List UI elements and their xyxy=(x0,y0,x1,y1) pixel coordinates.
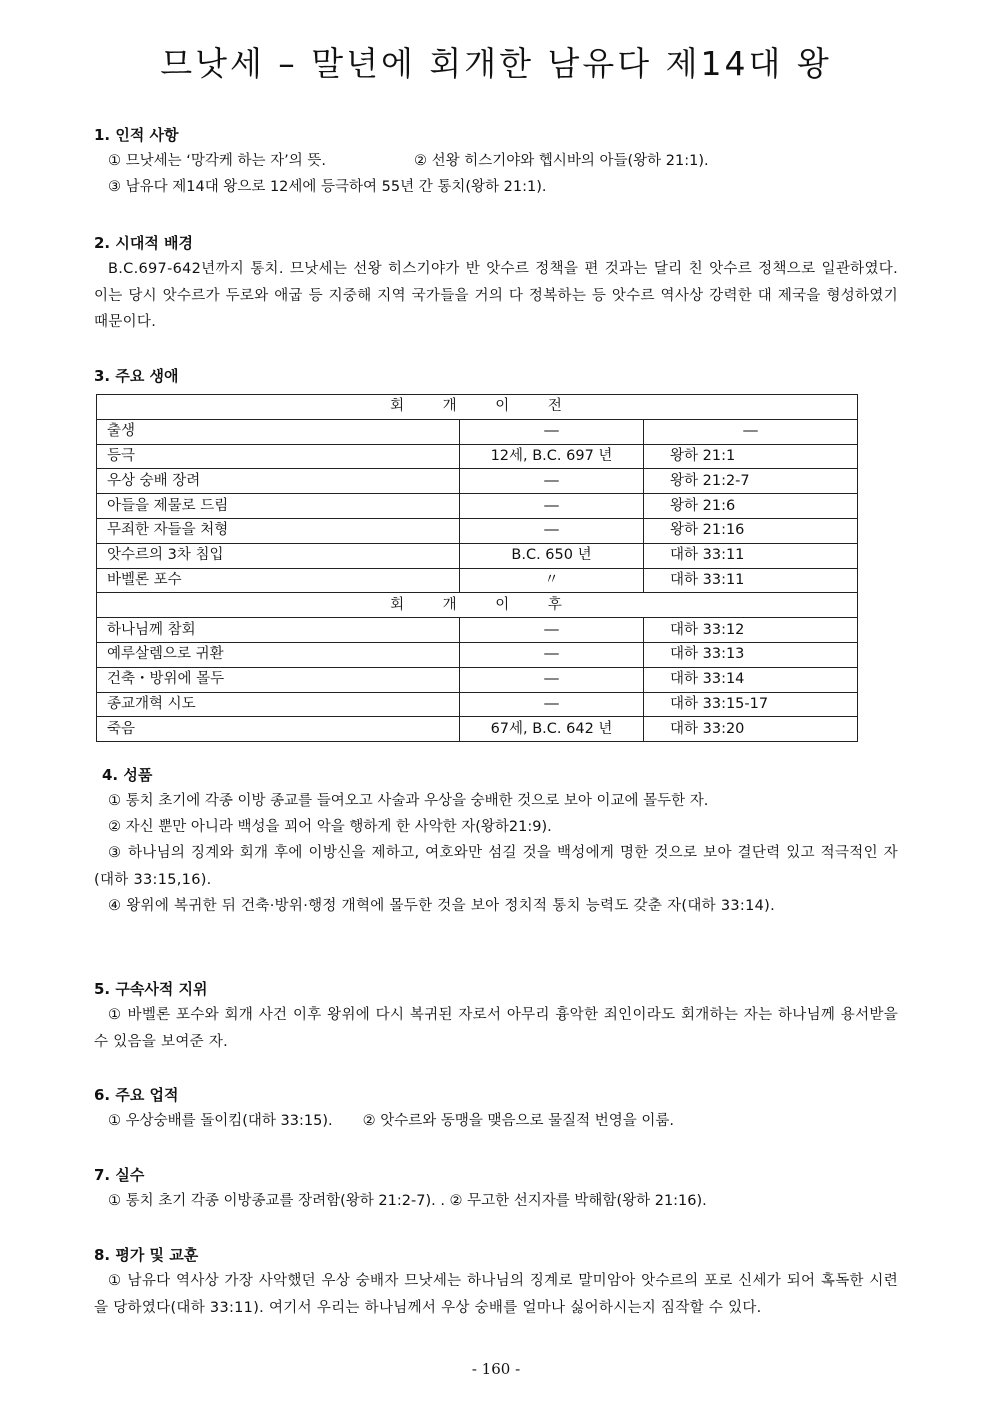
table-row xyxy=(97,667,858,692)
section-life xyxy=(94,363,898,389)
item-reign: ③ 남유다 제14대 왕으로 12세에 등극하여 55년 간 통치(왕하 21:1). xyxy=(108,179,547,195)
cell-time: 67세, B.C. 642 년 xyxy=(460,717,644,742)
table-row xyxy=(97,642,858,667)
cell-event: 앗수르의 3차 침입 xyxy=(97,543,460,568)
list-item: ④ 왕위에 복귀한 뒤 건축·방위·행정 개혁에 몰두한 것을 보아 정치적 통치 능력도 갖춘 자(대하 33:14). xyxy=(108,898,776,914)
paragraph: B.C.697-642년까지 통치. 므낫세는 선왕 히스기야가 반 앗수르 정책을 편 것과는 달리 친 앗수르 정책으로 일관하였다. 이는 당시 앗수르가 두로와 애굽 등 지중해 지역 국가들을 거의 다 정복하는 등 앗수르 역사상 강력한 대 제국을 형성하였기 때문이다. xyxy=(94,261,898,330)
group-label-before: 회 개 이 전 xyxy=(97,395,858,420)
list-item: ① 통치 초기에 각종 이방 종교를 들여오고 사술과 우상을 숭배한 것으로 보아 이교에 몰두한 자. xyxy=(108,793,709,809)
cell-ref: 왕하 21:6 xyxy=(644,494,858,519)
cell-ref: 대하 33:15-17 xyxy=(644,692,858,717)
cell-time: ― xyxy=(460,618,644,643)
cell-ref: 대하 33:20 xyxy=(644,717,858,742)
table-row xyxy=(97,419,858,444)
cell-event: 하나님께 참회 xyxy=(97,618,460,643)
cell-time: 12세, B.C. 697 년 xyxy=(460,444,644,469)
cell-event: 바벨론 포수 xyxy=(97,568,460,593)
cell-time: ― xyxy=(460,494,644,519)
table-row xyxy=(97,494,858,519)
cell-event: 아들을 제물로 드림 xyxy=(97,494,460,519)
list-item: ② 자신 뿐만 아니라 백성을 꾀어 악을 행하게 한 사악한 자(왕하21:9). xyxy=(108,819,552,835)
page-number: - 160 - xyxy=(471,1360,521,1378)
table-row xyxy=(97,543,858,568)
cell-ref: 대하 33:12 xyxy=(644,618,858,643)
page-title: 므낫세 – 말년에 회개한 남유다 제14대 왕 xyxy=(160,44,832,83)
list-item xyxy=(94,1108,898,1134)
cell-event: 예루살렘으로 귀환 xyxy=(97,642,460,667)
section-redemptive-role xyxy=(94,976,898,1055)
cell-time: ― xyxy=(460,692,644,717)
cell-event: 출생 xyxy=(97,419,460,444)
table-group-row xyxy=(97,395,858,420)
cell-event: 무죄한 자들을 처형 xyxy=(97,518,460,543)
cell-time: B.C. 650 년 xyxy=(460,543,644,568)
list-item xyxy=(94,148,898,174)
section-achievements xyxy=(94,1082,898,1134)
table-row xyxy=(97,568,858,593)
table-group-row xyxy=(97,593,858,618)
achievement-1: ① 우상숭배를 돌이킴(대하 33:15). xyxy=(108,1113,333,1129)
cell-ref: 대하 33:11 xyxy=(644,568,858,593)
section-mistakes xyxy=(94,1162,898,1214)
life-table xyxy=(96,394,858,742)
section-background xyxy=(94,230,898,336)
section-evaluation xyxy=(94,1242,898,1321)
mistake-1: ① 통치 초기 각종 이방종교를 장려함(왕하 21:2-7). xyxy=(108,1193,436,1209)
section-heading: 1. 인적 사항 xyxy=(94,126,179,144)
table-row xyxy=(97,518,858,543)
item-meaning: ① 므낫세는 ‘망각케 하는 자’의 뜻. xyxy=(108,153,326,169)
cell-event: 종교개혁 시도 xyxy=(97,692,460,717)
achievement-2: ② 앗수르와 동맹을 맺음으로 물질적 번영을 이룸. xyxy=(362,1113,675,1129)
cell-ref: 대하 33:13 xyxy=(644,642,858,667)
table-row xyxy=(97,444,858,469)
cell-time: ― xyxy=(460,469,644,494)
cell-event: 죽음 xyxy=(97,717,460,742)
section-heading: 6. 주요 업적 xyxy=(94,1086,179,1104)
section-character xyxy=(94,762,898,920)
cell-ref: 왕하 21:2-7 xyxy=(644,469,858,494)
cell-ref: 대하 33:14 xyxy=(644,667,858,692)
cell-ref: 왕하 21:1 xyxy=(644,444,858,469)
table-row xyxy=(97,618,858,643)
paragraph: ① 바벨론 포수와 회개 사건 이후 왕위에 다시 복귀된 자로서 아무리 흉악한 죄인이라도 회개하는 자는 하나님께 용서받을 수 있음을 보여준 자. xyxy=(94,1007,898,1050)
paragraph: ① 남유다 역사상 가장 사악했던 우상 숭배자 므낫세는 하나님의 징계로 말미암아 앗수르의 포로 신세가 되어 혹독한 시련을 당하였다(대하 33:11). 여기서 우리는 하나님께서 우상 숭배를 얼마나 싫어하시는지 짐작할 수 있다. xyxy=(94,1273,898,1316)
item-parents: ② 선왕 히스기야와 헵시바의 아들(왕하 21:1). xyxy=(413,153,709,169)
section-heading: 3. 주요 생애 xyxy=(94,367,179,385)
cell-ref: 왕하 21:16 xyxy=(644,518,858,543)
table-row xyxy=(97,717,858,742)
separator: . xyxy=(440,1193,445,1209)
cell-time: 〃 xyxy=(460,568,644,593)
section-heading: 5. 구속사적 지위 xyxy=(94,980,208,998)
table-row xyxy=(97,469,858,494)
cell-time: ― xyxy=(460,667,644,692)
cell-event: 우상 숭배 장려 xyxy=(97,469,460,494)
section-heading: 2. 시대적 배경 xyxy=(94,234,194,252)
section-heading: 7. 실수 xyxy=(94,1166,145,1184)
list-item xyxy=(94,1188,898,1214)
cell-ref: ― xyxy=(644,419,858,444)
table-row xyxy=(97,692,858,717)
cell-time: ― xyxy=(460,419,644,444)
group-label-after: 회 개 이 후 xyxy=(97,593,858,618)
section-personal xyxy=(94,122,898,200)
cell-ref: 대하 33:11 xyxy=(644,543,858,568)
list-item: ③ 하나님의 징계와 회개 후에 이방신을 제하고, 여호와만 섬길 것을 백성에게 명한 것으로 보아 결단력 있고 적극적인 자(대하 33:15,16). xyxy=(94,845,898,888)
cell-event: 건축・방위에 몰두 xyxy=(97,667,460,692)
cell-event: 등극 xyxy=(97,444,460,469)
mistake-2: ② 무고한 선지자를 박해함(왕하 21:16). xyxy=(449,1193,707,1209)
cell-time: ― xyxy=(460,642,644,667)
section-heading: 4. 성품 xyxy=(102,766,153,784)
section-heading: 8. 평가 및 교훈 xyxy=(94,1246,199,1264)
cell-time: ― xyxy=(460,518,644,543)
